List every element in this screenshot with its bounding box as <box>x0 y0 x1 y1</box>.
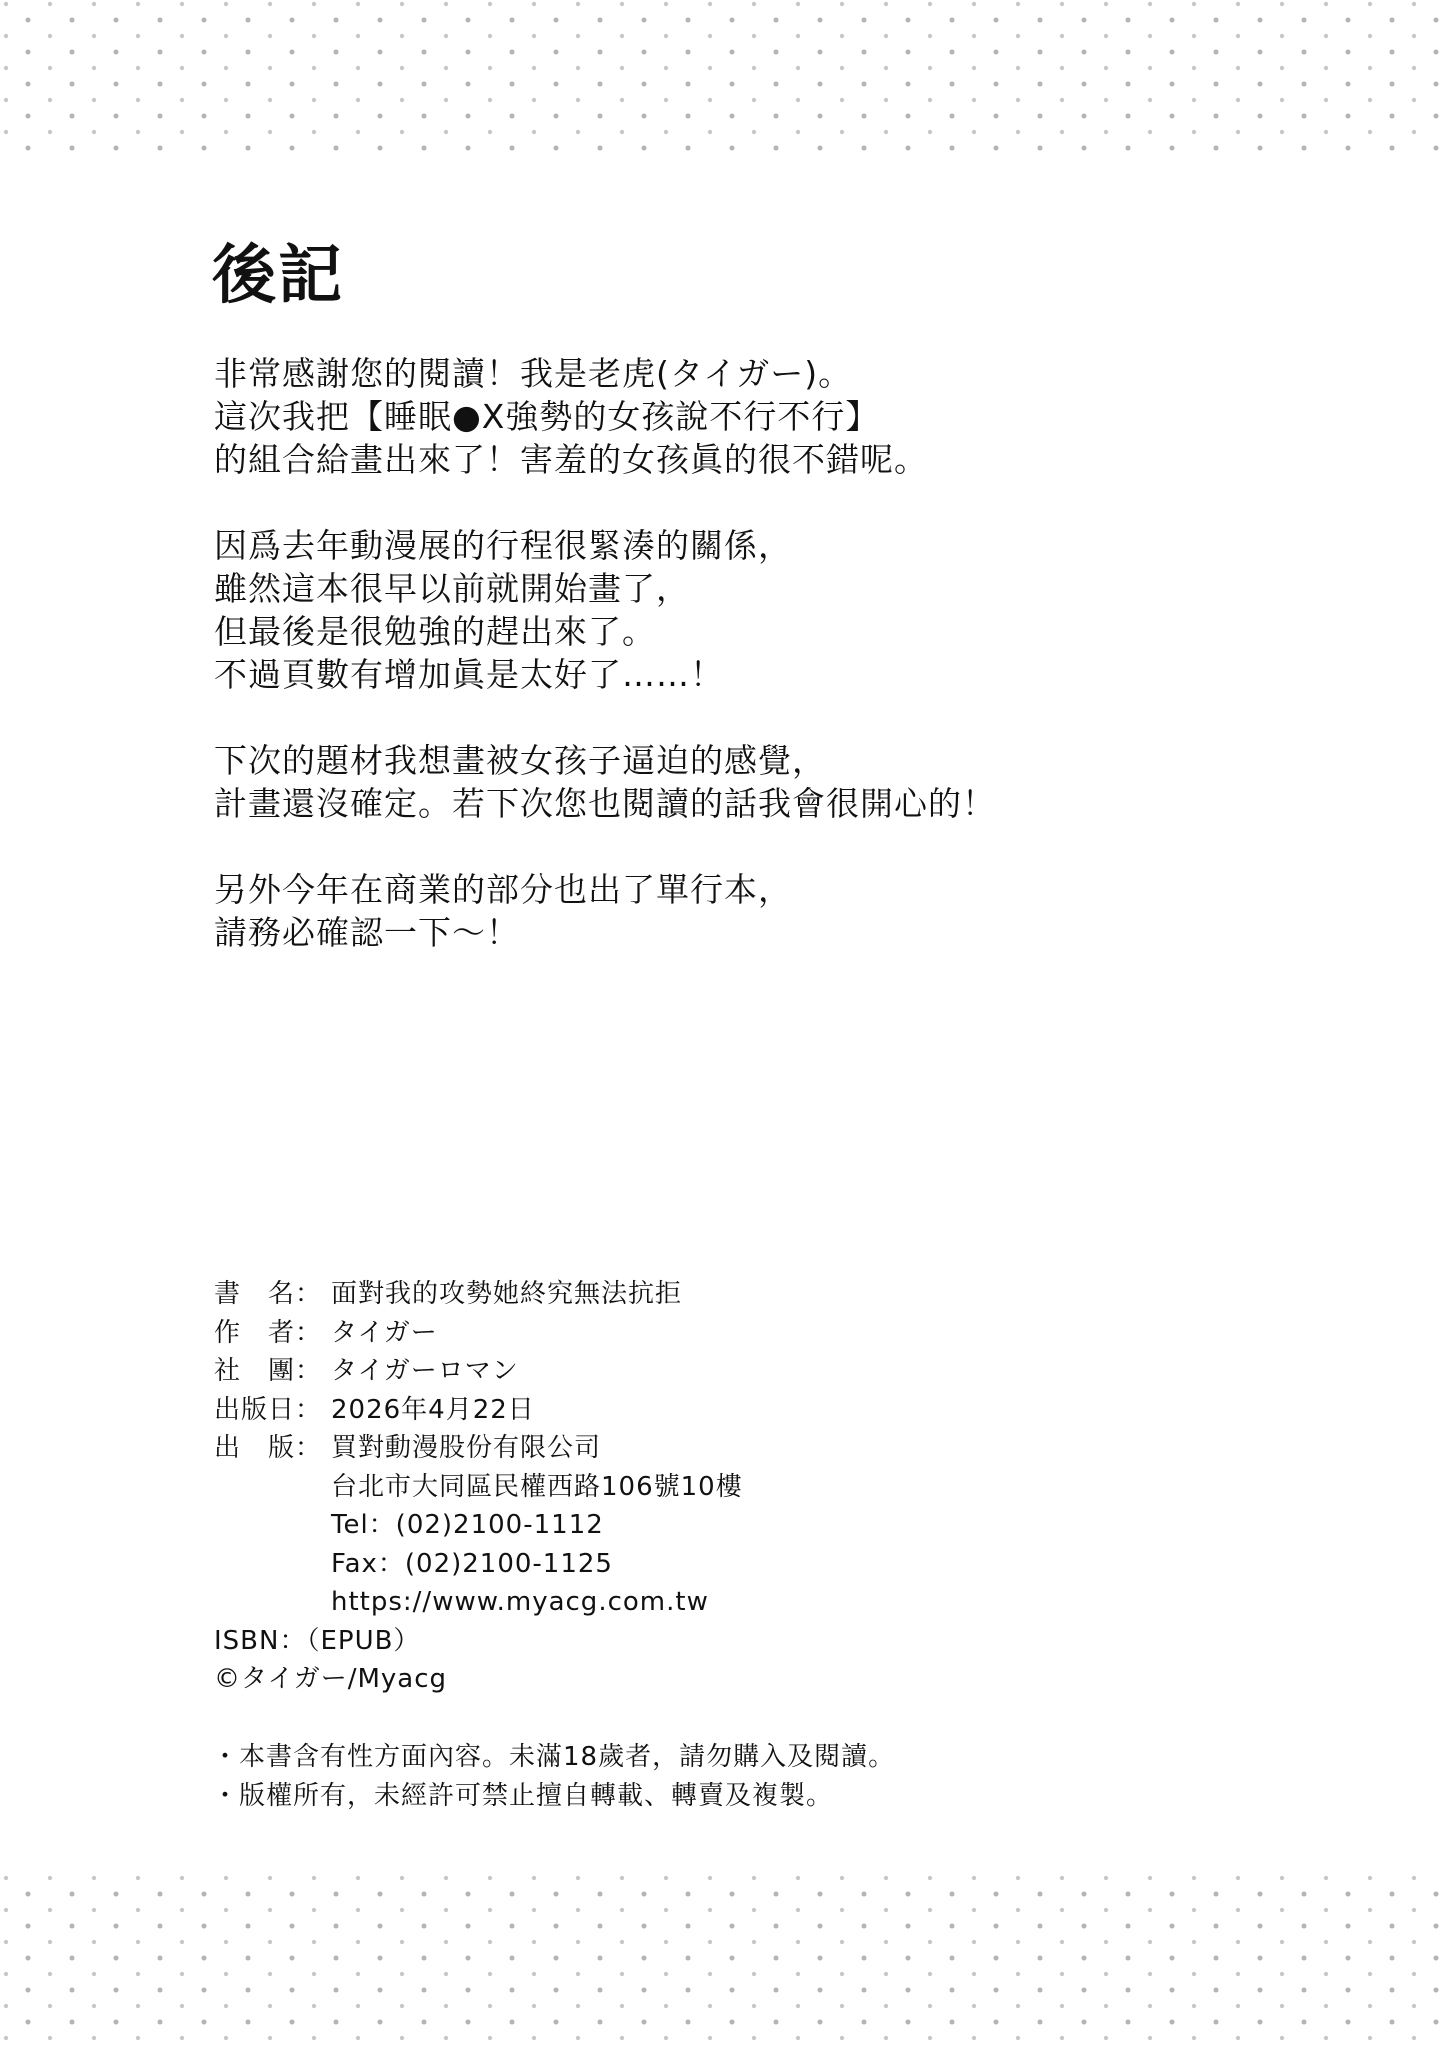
colophon-author <box>214 1314 1314 1353</box>
author-value: タイガー <box>331 1317 438 1348</box>
dot-pattern-top <box>0 0 1451 162</box>
afterword-paragraph-4 <box>214 868 1314 954</box>
afterword-line: 請務必確認一下～！ <box>214 913 520 952</box>
afterword-line: 下次的題材我想畫被女孩子逼迫的感覺， <box>214 741 826 780</box>
publisher-address <box>214 1468 1314 1507</box>
afterword-line: 非常感謝您的閱讀！我是老虎(タイガー)。 <box>214 354 853 393</box>
colophon-date <box>214 1391 1314 1430</box>
publisher-label: 出 版： <box>214 1433 323 1463</box>
afterword-line: 的組合給畫出來了！害羞的女孩眞的很不錯呢。 <box>214 440 928 479</box>
afterword-line: 但最後是很勉強的趕出來了。 <box>214 612 656 651</box>
notice-copyright: ・版權所有，未經許可禁止擅自轉載、轉賣及複製。 <box>212 1781 834 1811</box>
colophon-publisher <box>214 1429 1314 1468</box>
colophon-isbn <box>214 1622 1314 1661</box>
page-title: 後記 <box>212 239 344 313</box>
book-name-value: 面對我的攻勢她終究無法抗拒 <box>331 1279 683 1309</box>
address-value: 台北市大同區民權西路106號10樓 <box>331 1471 743 1502</box>
afterword-line: 不過頁數有增加眞是太好了……！ <box>214 655 724 694</box>
tel-value: Tel：(02)2100-1112 <box>331 1510 604 1540</box>
publisher-url <box>214 1583 1314 1622</box>
afterword-line: 計畫還沒確定。若下次您也閱讀的話我會很開心的！ <box>214 784 996 823</box>
notice-age-restriction: ・本書含有性方面內容。未滿18歲者，請勿購入及閱讀。 <box>212 1742 896 1772</box>
afterword-line: 這次我把【睡眠●X強勢的女孩說不行不行】 <box>214 397 880 436</box>
url-value: https://www.myacg.com.tw <box>331 1587 709 1617</box>
date-label: 出版日： <box>214 1394 323 1425</box>
dot-pattern-bottom <box>0 1874 1451 2048</box>
colophon <box>214 1275 1314 1699</box>
circle-label: 社 團： <box>214 1356 323 1386</box>
author-label: 作 者： <box>214 1317 323 1348</box>
circle-value: タイガーロマン <box>331 1356 519 1386</box>
copyright-value: ©タイガー/Myacg <box>214 1664 448 1694</box>
publisher-fax <box>214 1545 1314 1584</box>
afterword-line: 雖然這本很早以前就開始畫了， <box>214 569 690 608</box>
book-name-label: 書 名： <box>214 1279 323 1309</box>
afterword-line: 因爲去年動漫展的行程很緊湊的關係， <box>214 526 792 565</box>
publisher-value: 買對動漫股份有限公司 <box>331 1433 602 1463</box>
publisher-tel <box>214 1506 1314 1545</box>
colophon-book-name <box>214 1275 1314 1314</box>
afterword-paragraph-1 <box>214 352 1314 481</box>
afterword-body <box>214 352 1314 997</box>
colophon-copyright <box>214 1660 1314 1699</box>
colophon-circle <box>214 1352 1314 1391</box>
afterword-line: 另外今年在商業的部分也出了單行本， <box>214 870 792 909</box>
date-value: 2026年4月22日 <box>331 1394 535 1425</box>
afterword-paragraph-2 <box>214 524 1314 696</box>
legal-notices <box>212 1738 1312 1816</box>
isbn-value: ISBN：（EPUB） <box>214 1625 421 1656</box>
fax-value: Fax：(02)2100-1125 <box>331 1548 613 1579</box>
afterword-paragraph-3 <box>214 739 1314 825</box>
